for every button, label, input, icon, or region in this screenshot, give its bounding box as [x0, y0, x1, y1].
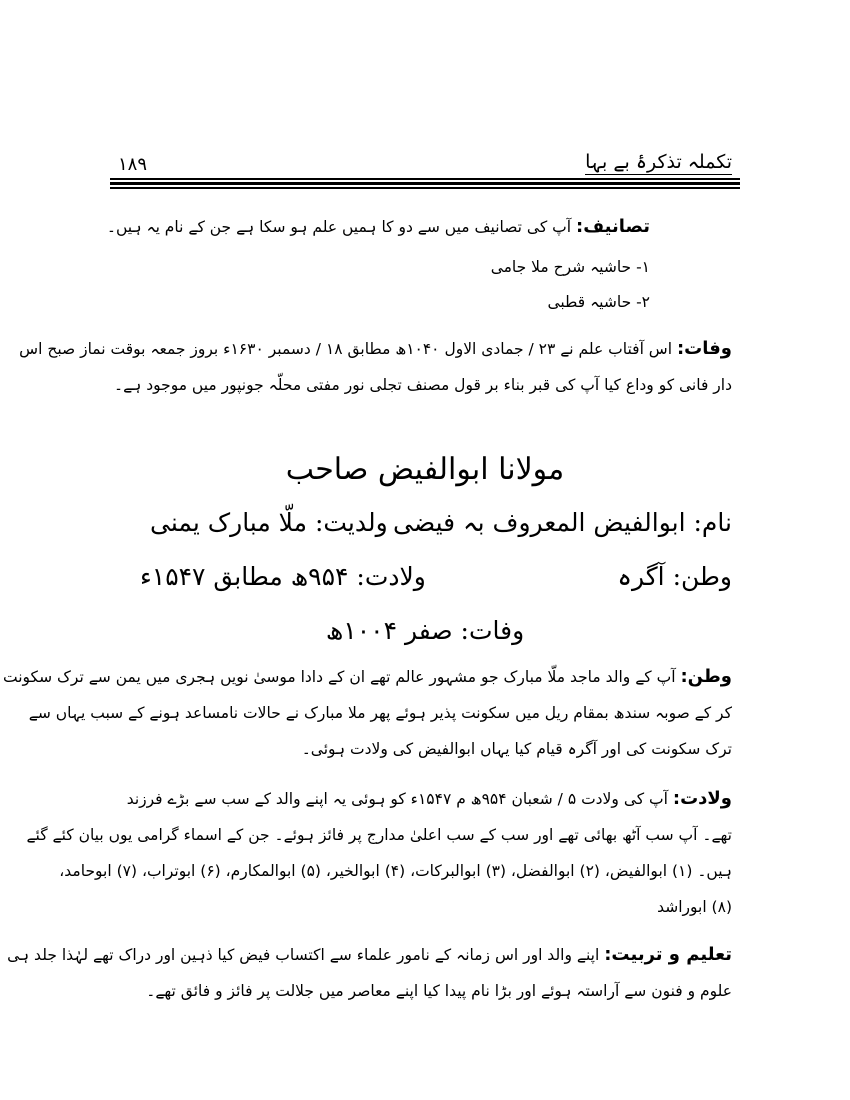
wiladat-label: ولادت: [672, 788, 732, 809]
wiladat-paragraph-line: ہیں۔ (۱) ابوالفیض، (۲) ابوالفضل، (۳) ابوالبرکات، (۴) ابوالخیر، (۵) ابوالمکارم، (۶) ابوتراب، (۷) ابوحامد، [59, 862, 732, 880]
talim-text: اپنے والد اور اس زمانہ کے نامور علماء سے اکتساب فیض کیا ذہین اور دراک تھے لہٰذا جلد ہی [7, 946, 600, 964]
tasanif-item-2: ۲- حاشیہ قطبی [547, 293, 650, 311]
page-number: ۱۸۹ [118, 154, 148, 175]
wafat-label: وفات: [676, 338, 732, 359]
wafat-paragraph-line [19, 338, 732, 359]
wiladat-field: ولادت: ۹۵۴ھ مطابق ۱۵۴۷ء [140, 562, 426, 591]
wafat-field: وفات: صفر ۱۰۰۴ھ [325, 616, 525, 645]
wiladat-text: آپ کی ولادت ۵ / شعبان ۹۵۴ھ م ۱۵۴۷ء کو ہوئی یہ اپنے والد کے سب سے بڑے فرزند [126, 790, 668, 808]
watan-paragraph-line: ترک سکونت کی اور آگرہ قیام کیا یہاں ابوالفیض کی ولادت ہوئی۔ [301, 740, 732, 758]
talim-paragraph-line: علوم و فنون سے آراستہ ہوئے اور بڑا نام پیدا کیا اپنے معاصر میں جلالت پر فائز و فائق تھے۔ [146, 982, 732, 1000]
header-rule [110, 182, 740, 185]
wafat-paragraph-line: دار فانی کو وداع کیا آپ کی قبر بناء بر قول مصنف تجلی نور مفتی محلّہ جونپور میں موجود ہے۔ [114, 376, 732, 394]
talim-paragraph-line [7, 944, 732, 965]
watan-paragraph-line [3, 666, 732, 687]
tasanif-text: آپ کی تصانیف میں سے دو کا ہمیں علم ہو سکا ہے جن کے نام یہ ہیں۔ [106, 218, 572, 236]
running-title: تکملہ تذکرۂ بے بہا [585, 151, 732, 173]
talim-label: تعلیم و تربیت: [604, 944, 732, 965]
name-field: نام: ابوالفیض المعروف بہ فیضی [393, 508, 732, 537]
parentage-field: ولدیت: ملّا مبارک یمنی [150, 508, 388, 537]
watan-field: وطن: آگرہ [617, 562, 732, 591]
watan-label: وطن: [680, 666, 732, 687]
wiladat-paragraph-line [127, 788, 732, 809]
watan-text: آپ کے والد ماجد ملّا مبارک جو مشہور عالم تھے ان کے دادا موسیٰ نویں ہجری میں یمن سے ترک سکونت [3, 668, 676, 686]
wafat-text: اس آفتاب علم نے ۲۳ / جمادی الاول ۱۰۴۰ھ مطابق ۱۸ / دسمبر ۱۶۳۰ء بروز جمعہ بوقت نماز صبح اس [19, 340, 673, 358]
header-rule [110, 178, 740, 180]
watan-paragraph-line: کر کے صوبہ سندھ بمقام ریل میں سکونت پذیر ہوئے پھر ملا مبارک نے حالات نامساعد ہونے کے سبب یہاں سے [28, 704, 732, 722]
tasanif-label: تصانیف: [576, 216, 650, 237]
wiladat-paragraph-line: تھے۔ آپ سب آٹھ بھائی تھے اور سب کے سب اعلیٰ مدارج پر فائز ہوئے۔ جن کے اسماء گرامی یوں بیان کئے گئے [26, 826, 732, 844]
tasanif-paragraph [107, 216, 650, 237]
header-rule [110, 187, 740, 189]
section-heading: مولانا ابوالفیض صاحب [285, 452, 565, 487]
wiladat-paragraph-line: (۸) ابوراشد [657, 898, 732, 916]
tasanif-item-1: ۱- حاشیہ شرح ملا جامی [490, 258, 650, 276]
